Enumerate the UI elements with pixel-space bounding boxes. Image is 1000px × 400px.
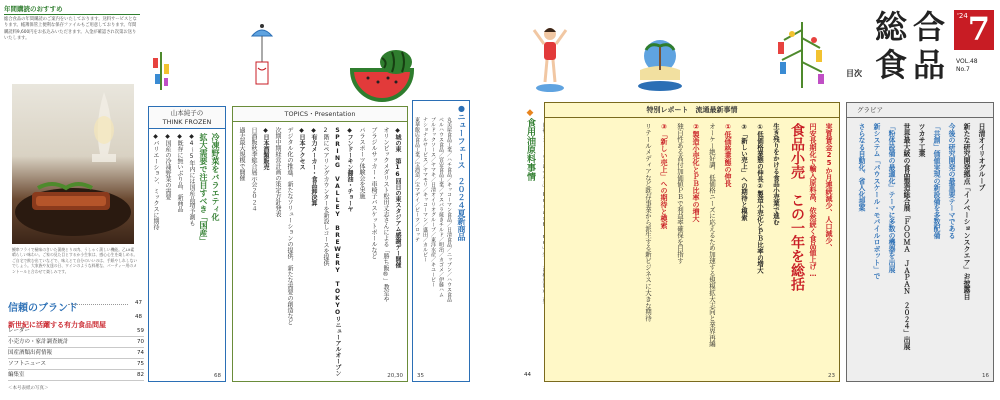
- topics-column-8[interactable]: ◆有力メーカー・食品卸決算: [310, 127, 317, 206]
- think-frozen-title: THINK FROZEN: [162, 118, 212, 126]
- tanabata-decoration-icon: [770, 20, 834, 90]
- gravure-column-4[interactable]: 「共創」価値実現の新設備を多数配備: [932, 123, 940, 239]
- brand-entry[interactable]: [8, 296, 142, 314]
- number-label: No.7: [956, 66, 970, 73]
- topics-column-3: ブラジルサッカー・車椅子バスケットボールなど: [370, 127, 377, 259]
- food-photo-illustration: [12, 84, 134, 244]
- think-frozen-page: 68: [214, 373, 221, 379]
- masthead-char-3: 食: [874, 46, 907, 84]
- section-row[interactable]: [8, 359, 144, 370]
- special-column-7[interactable]: ①低価格業態の伸長: [724, 123, 732, 187]
- topics-column-9[interactable]: ◆日本アクセス: [298, 127, 305, 170]
- topics-column-2: オリンピックメダリスト松田丈志さんによる「勝ち飯®」教室や: [382, 127, 389, 302]
- think-column-5: ◆国産の冷凍野菜の需要: [164, 133, 171, 200]
- newface-bullet-icon: ●: [457, 104, 466, 113]
- gravure-column-6[interactable]: 世界最大級の食品製造総合展「ＦＯＯＭＡ ＪＡＰＡＮ ２０２４」出展: [902, 123, 910, 350]
- special-column-10: 独自性ある高付加価値ＰＢで利益率確保を目指す: [676, 123, 684, 264]
- section-row[interactable]: [8, 326, 144, 337]
- special-report-panel: [544, 102, 840, 382]
- company-entry[interactable]: [8, 312, 142, 329]
- topics-column-7: 2階にペアリングカウンターを新設しコースを提供: [322, 127, 329, 266]
- topics-column-4: パラスポーツ体験会を実施: [358, 127, 365, 199]
- newface-page: 35: [417, 373, 424, 379]
- section-row-label: 国産酒類出荷情報: [8, 350, 53, 356]
- section-row[interactable]: [8, 337, 144, 348]
- company-title: 新世紀に活躍する有力食品問屋: [8, 320, 106, 329]
- gravure-column-8[interactable]: 新システム「パウスケール・モバイルロボット」で: [872, 123, 880, 280]
- brand-title: 信頼のブランド: [8, 303, 78, 314]
- masthead-char-1: 総: [874, 8, 907, 46]
- newface-column-2: ベルハウス食品／宮安食品工業／アスパラ焼きチルド／明治／カゴメ／伊藤ハム: [438, 117, 444, 297]
- gravure-header: グラビア: [847, 103, 993, 118]
- subscription-title: 年間購読のおすすめ: [4, 4, 140, 15]
- think-column-4: ◆既存に無いぶり品、新商品: [176, 133, 183, 212]
- photo-caption: 鰻串フライで極味のきいた蒲焼とりの肉、うしゃく蒲しい機能。乙Lit素晴らしい味わい。ご家の見た目とするか小生家は、感心心生を楽しめる。ご自宅で飲む出ていなどで、味えとて自分のいいのは、手紙やしれしないでしょう。大家族や友達の日、ワインのような料理な、パーティー用のメントールと合わせて楽しみです。: [12, 247, 138, 274]
- think-frozen-panel: [148, 106, 226, 382]
- special-column-2[interactable]: 円安長期化で輸入原料高、依然続く食品値上げ…: [809, 123, 817, 278]
- section-row-label: ソフトニュース: [8, 361, 47, 367]
- topics-column-1[interactable]: ◆城の東 第16回日の東スタジアム感謝デー開催: [394, 127, 401, 268]
- issue-number: 7: [967, 10, 990, 48]
- think-column-1[interactable]: 冷凍野菜をバラエティ化: [211, 133, 220, 221]
- brand-page: 47: [135, 300, 142, 306]
- gravure-column-1[interactable]: 日清オイリオグループ: [977, 123, 985, 191]
- topics-header: TOPICS・Presentation: [233, 107, 407, 122]
- cover-footnote: ＜本号表紙の写真＞: [8, 386, 49, 391]
- think-frozen-author: 山本純子の: [170, 109, 204, 117]
- swimmer-icon: [530, 24, 570, 94]
- topics-page: 20,30: [387, 373, 403, 379]
- special-column-1[interactable]: 実質賃金25か月連続減少、人口減少、: [825, 123, 833, 251]
- think-column-6: ◆バリエーション、ミックスに期待: [152, 133, 159, 230]
- masthead-char-4: 品: [912, 46, 945, 84]
- special-column-11[interactable]: ③「新しい売上」への期待と模索: [660, 123, 668, 229]
- wind-chime-icon: [232, 22, 292, 94]
- gravure-column-2[interactable]: 新たな研究開発拠点「イノベーションスクエア」お披露目: [962, 123, 970, 300]
- topics-column-13: 日酒販秋季総合展示会２０２４: [250, 127, 257, 211]
- regular-sections: [8, 326, 144, 382]
- section-row-page: 59: [137, 328, 144, 334]
- cover-photo: [12, 84, 134, 244]
- contents-title: 目次: [846, 69, 862, 78]
- section-row-label: 編集室: [8, 372, 25, 378]
- section-row-page: 75: [137, 361, 144, 367]
- special-column-4[interactable]: 生き残りをかける食品小売業で進む: [772, 123, 780, 226]
- oil-section-label: ◆食用油原料事情: [525, 108, 535, 181]
- newface-column-4: ナショナルサービス／ヤマモリ／キッコーマン／盛田／カルビー: [422, 117, 428, 262]
- company-page: 48: [135, 314, 142, 320]
- volume-label: VOL.48: [956, 58, 978, 65]
- gravure-column-5[interactable]: ツカサ工業: [917, 123, 925, 157]
- section-row-label: レーダー: [8, 328, 31, 334]
- newface-column-1: 丸美屋食品工業／ハチ食品／キッコーマン食品／日清食品／ニップン／ハウス食品: [446, 117, 452, 302]
- think-frozen-header: [149, 107, 225, 129]
- special-report-header: 特別レポート 流通最新事情: [545, 103, 839, 118]
- beach-island-icon: [632, 30, 688, 94]
- think-column-3: ◆4〜5年内には国産品増予測も: [188, 133, 195, 226]
- topics-column-12[interactable]: ◆日本酒類販売: [262, 127, 269, 170]
- special-column-8: オーケー絶好調、低価格ニーズに応えるため加速する規模拡大志向と業界再編: [708, 123, 716, 347]
- masthead-logo: [872, 8, 996, 84]
- topics-column-11: 次期中期経営計画の策定方針発表: [274, 127, 281, 217]
- issue-badge: [954, 10, 994, 50]
- think-column-2[interactable]: 拡大需要で注目すべき「国産」: [199, 133, 208, 245]
- newface-column-3: ブルドックソース／ヤマキ／日清オイリオグループ／東洋水産／キユーピー: [430, 117, 436, 287]
- topics-column-6[interactable]: SPRING VALLEY BREWERY TOKYOリニューアルオープン: [334, 127, 341, 376]
- section-row-page: 82: [137, 372, 144, 378]
- watermelon-icon: [348, 44, 414, 94]
- gravure-page: 16: [982, 373, 989, 379]
- topics-column-10: デジタル化の推進、新たなソリューションの提供、新たな需要の創造など: [286, 127, 293, 325]
- gravure-column-3[interactable]: 今後の研究開発の最重要テーマである: [947, 123, 955, 239]
- oil-bullet-icon: ◆: [525, 108, 535, 118]
- section-row-label: 小売方の・家計調査統計: [8, 339, 69, 345]
- oil-page: 44: [524, 372, 531, 378]
- gravure-panel: [846, 102, 994, 382]
- gravure-column-9[interactable]: さらなる自動化、省人化提案: [857, 123, 865, 212]
- special-column-12: リテールメディアなど既存事業から派生する新ビジネスに大きな期待: [644, 123, 652, 322]
- masthead-char-2: 合: [912, 8, 945, 46]
- special-column-3[interactable]: 食品小売 この一年を総括: [789, 123, 805, 291]
- gravure-column-7[interactable]: 「粉体設備の最適化」テーマに多数の機器を出展: [887, 123, 895, 273]
- section-row-page: 74: [137, 350, 144, 356]
- issue-year: '24: [957, 12, 968, 20]
- topics-panel: [232, 106, 408, 382]
- topics-column-5[interactable]: ◆フンドーキン醤油・チョーヤ: [346, 127, 353, 212]
- section-row-page: 70: [137, 339, 144, 345]
- subscription-body: 総合食品の年間購読のご案内をいたしております。送料サービスとなります。帳簿保管上便利な保存ファイルもご用意しております。年間購読料9,600円をお払込みいただきます。入金が確認され次第お送りいたします。: [4, 17, 137, 41]
- special-report-page: 23: [828, 373, 835, 379]
- topics-column-14: 過去最大規模で開催: [238, 127, 245, 181]
- special-column-9[interactable]: ②製造小売化とＰＢ比率の増大: [692, 123, 700, 222]
- special-column-5[interactable]: ①低価格業態の伸長②製造小売化とＰＢ比率の増大: [756, 123, 764, 274]
- newface-column-5: 東華飯店食品工業／宝酒造／宝マデイ／ビーツ／ロッテ: [414, 117, 420, 242]
- subscription-recommendation: [4, 4, 140, 54]
- section-row[interactable]: [8, 370, 144, 381]
- special-column-6[interactable]: ③「新しい売上」への期待と模索: [740, 123, 748, 221]
- newface-title: ●ニューフェース ２０２４夏新商品: [457, 104, 466, 241]
- tanabata-bamboo-icon: [150, 50, 172, 92]
- section-row[interactable]: [8, 348, 144, 359]
- newface-panel: [412, 100, 470, 382]
